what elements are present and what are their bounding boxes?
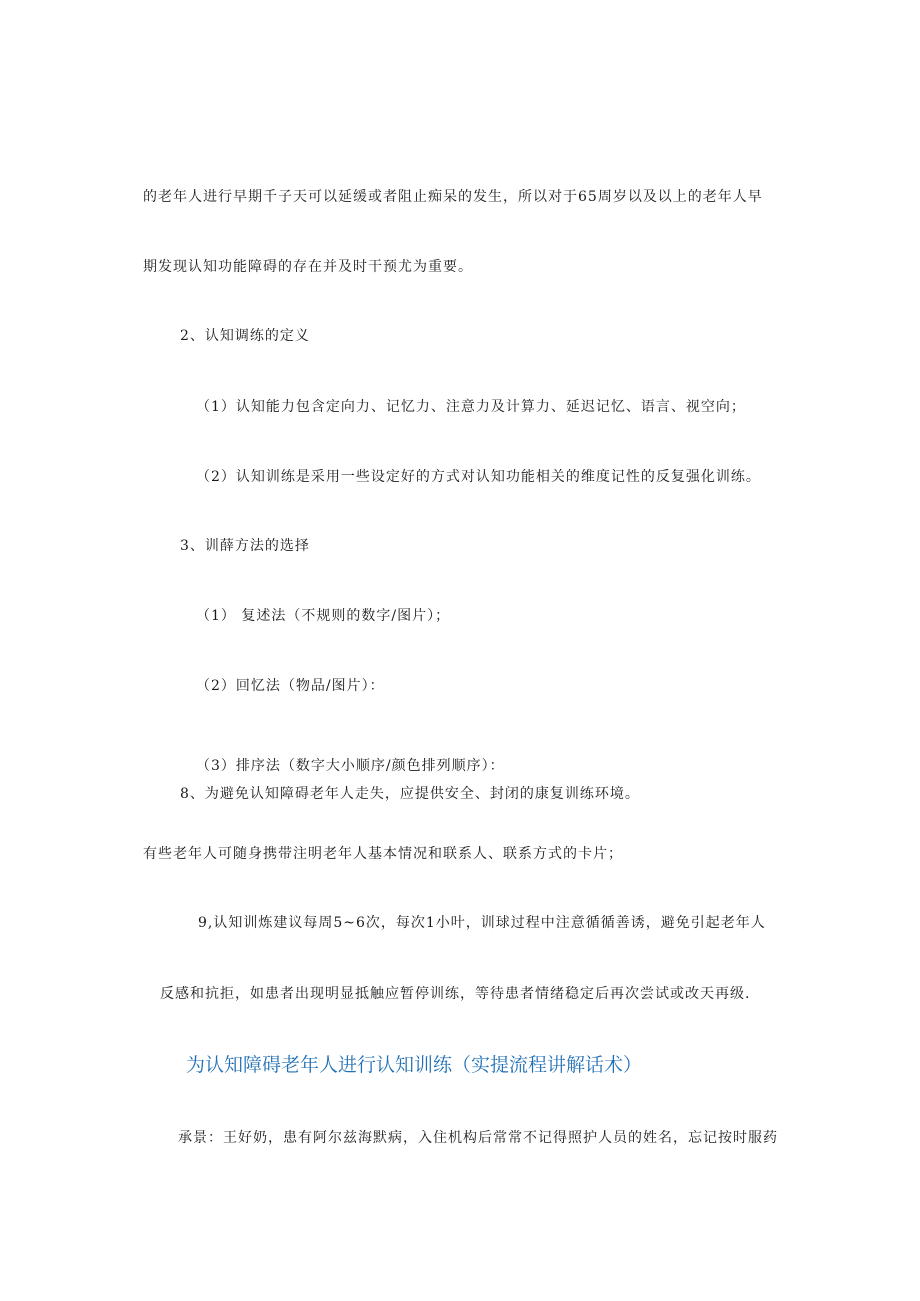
page-title: 为认知障碍老年人进行认知训练（实提流程讲解话术）: [186, 1054, 643, 1076]
list-item-3-3: （3）排序法（数字大小顺序/颜色排列顺序）：: [196, 758, 505, 774]
paragraph-line-1: 的老年人进行早期千子天可以延缓或者阻止痴呆的发生，所以对于65周岁以及以上的老年人早: [143, 189, 763, 205]
paragraph-line-14: 承景：王好奶，患有阿尔兹海默病，入住机构后常常不记得照护人员的姓名，忘记按时服药: [178, 1130, 778, 1146]
list-item-2-1: （1）认知能力包含定向力、记忆力、注意力及计算力、延迟记忆、语言、视空向；: [196, 399, 746, 415]
section-8-heading: 8、为避免认知障碍老年人走失，应提供安全、封闭的康复训练环境。: [180, 786, 640, 802]
paragraph-line-13: 反感和抗拒，如患者出现明显抵触应暂停训练，等待患者情绪稳定后再次尝试或改天再级.: [160, 986, 751, 1002]
list-item-2-2: （2）认知训练是采用一些设定好的方式对认知功能相关的维度记性的反复强化训练。: [196, 469, 761, 485]
paragraph-line-2: 期发现认知功能障碍的存在并及时干预尤为重要。: [143, 259, 473, 275]
list-item-3-2: （2）回忆法（物品/图片）：: [196, 678, 385, 694]
list-item-3-1: （1） 复述法（不规则的数字/图片）；: [196, 608, 451, 624]
paragraph-line-11: 有些老年人可随身携带注明老年人基本情况和联系人、联系方式的卡片；: [143, 846, 623, 862]
section-9-heading: 9,认知训炼建议每周5~6次，每次1小叶，训球过程中注意循循善诱，避免引起老年人: [198, 915, 766, 931]
section-2-heading: 2、认知调练的定义: [180, 328, 310, 344]
section-3-heading: 3、训薛方法的选择: [180, 538, 310, 554]
